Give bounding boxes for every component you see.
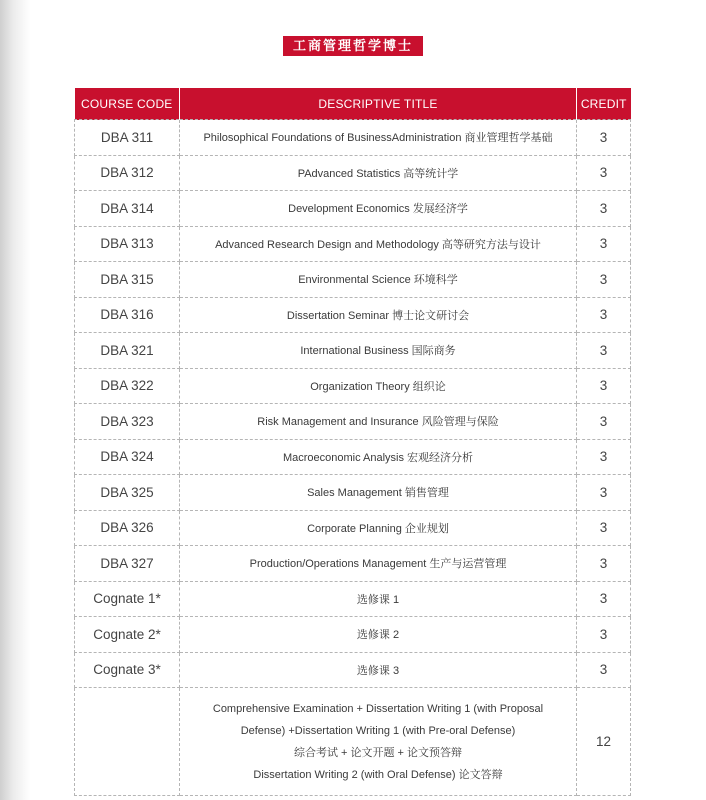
cell-descriptive-title: Production/Operations Management 生产与运营管理 xyxy=(180,546,577,582)
table-row xyxy=(75,617,631,653)
cell-descriptive-title: Philosophical Foundations of BusinessAdministration 商业管理哲学基础 xyxy=(180,120,577,156)
cell-descriptive-title: 选修课 2 xyxy=(180,617,577,653)
cell-course-code: DBA 316 xyxy=(75,297,180,333)
cell-credit: 3 xyxy=(577,333,631,369)
cell-credit: 3 xyxy=(577,368,631,404)
cell-descriptive-title: Organization Theory 组织论 xyxy=(180,368,577,404)
cell-descriptive-title: Risk Management and Insurance 风险管理与保险 xyxy=(180,404,577,440)
cell-course-code: DBA 312 xyxy=(75,155,180,191)
cell-credit: 3 xyxy=(577,475,631,511)
header-credit: CREDIT xyxy=(577,88,631,120)
title-container xyxy=(0,36,706,56)
table-row xyxy=(75,155,631,191)
table-row xyxy=(75,368,631,404)
table-row xyxy=(75,510,631,546)
cell-credit: 3 xyxy=(577,617,631,653)
table-row xyxy=(75,262,631,298)
cell-credit: 3 xyxy=(577,652,631,688)
cell-descriptive-title: Sales Management 销售管理 xyxy=(180,475,577,511)
cell-descriptive-title: Dissertation Seminar 博士论文研讨会 xyxy=(180,297,577,333)
cell-credit: 3 xyxy=(577,120,631,156)
cell-course-code: DBA 325 xyxy=(75,475,180,511)
final-line: 综合考试 + 论文开题 + 论文预答辩 xyxy=(293,746,463,759)
cell-course-code: DBA 321 xyxy=(75,333,180,369)
cell-credit: 3 xyxy=(577,297,631,333)
cell-course-code xyxy=(75,688,180,796)
cell-course-code: DBA 322 xyxy=(75,368,180,404)
cell-course-code: DBA 315 xyxy=(75,262,180,298)
cell-course-code: Cognate 3* xyxy=(75,652,180,688)
cell-descriptive-title xyxy=(180,688,577,796)
cell-descriptive-title: Corporate Planning 企业规划 xyxy=(180,510,577,546)
cell-credit: 3 xyxy=(577,546,631,582)
final-description xyxy=(180,698,576,786)
cell-course-code: Cognate 1* xyxy=(75,581,180,617)
table-body xyxy=(75,120,631,796)
table-row xyxy=(75,404,631,440)
cell-credit: 3 xyxy=(577,439,631,475)
course-table xyxy=(74,88,631,796)
cell-descriptive-title: 选修课 1 xyxy=(180,581,577,617)
table-row xyxy=(75,546,631,582)
cell-credit: 3 xyxy=(577,226,631,262)
cell-credit: 3 xyxy=(577,404,631,440)
cell-course-code: DBA 313 xyxy=(75,226,180,262)
cell-credit: 3 xyxy=(577,581,631,617)
cell-descriptive-title: 选修课 3 xyxy=(180,652,577,688)
header-course-code: COURSE CODE xyxy=(75,88,180,120)
table-row xyxy=(75,120,631,156)
cell-descriptive-title: Macroeconomic Analysis 宏观经济分析 xyxy=(180,439,577,475)
table-row xyxy=(75,581,631,617)
cell-course-code: DBA 326 xyxy=(75,510,180,546)
header-descriptive-title: DESCRIPTIVE TITLE xyxy=(180,88,577,120)
cell-descriptive-title: International Business 国际商务 xyxy=(180,333,577,369)
table-row xyxy=(75,439,631,475)
table-row xyxy=(75,191,631,227)
final-line: Comprehensive Examination + Dissertation Writing 1 (with Proposal xyxy=(212,702,544,715)
cell-credit: 3 xyxy=(577,191,631,227)
cell-course-code: Cognate 2* xyxy=(75,617,180,653)
table-row xyxy=(75,475,631,511)
table-row xyxy=(75,226,631,262)
table-row xyxy=(75,652,631,688)
cell-course-code: DBA 311 xyxy=(75,120,180,156)
cell-course-code: DBA 323 xyxy=(75,404,180,440)
cell-credit: 3 xyxy=(577,155,631,191)
cell-credit: 12 xyxy=(577,688,631,796)
cell-descriptive-title: Development Economics 发展经济学 xyxy=(180,191,577,227)
table-header-row xyxy=(75,88,631,120)
cell-descriptive-title: PAdvanced Statistics 高等统计学 xyxy=(180,155,577,191)
cell-credit: 3 xyxy=(577,262,631,298)
cell-descriptive-title: Environmental Science 环境科学 xyxy=(180,262,577,298)
cell-descriptive-title: Advanced Research Design and Methodology 高等研究方法与设计 xyxy=(180,226,577,262)
table-row-final xyxy=(75,688,631,796)
final-line: Dissertation Writing 2 (with Oral Defense) 论文答辩 xyxy=(253,768,503,781)
cell-course-code: DBA 324 xyxy=(75,439,180,475)
table-row xyxy=(75,297,631,333)
page-edge-shadow xyxy=(0,0,30,800)
table-row xyxy=(75,333,631,369)
cell-course-code: DBA 314 xyxy=(75,191,180,227)
cell-course-code: DBA 327 xyxy=(75,546,180,582)
final-line: Defense) +Dissertation Writing 1 (with Pre-oral Defense) xyxy=(240,724,516,737)
program-title: 工商管理哲学博士 xyxy=(283,36,423,56)
cell-credit: 3 xyxy=(577,510,631,546)
